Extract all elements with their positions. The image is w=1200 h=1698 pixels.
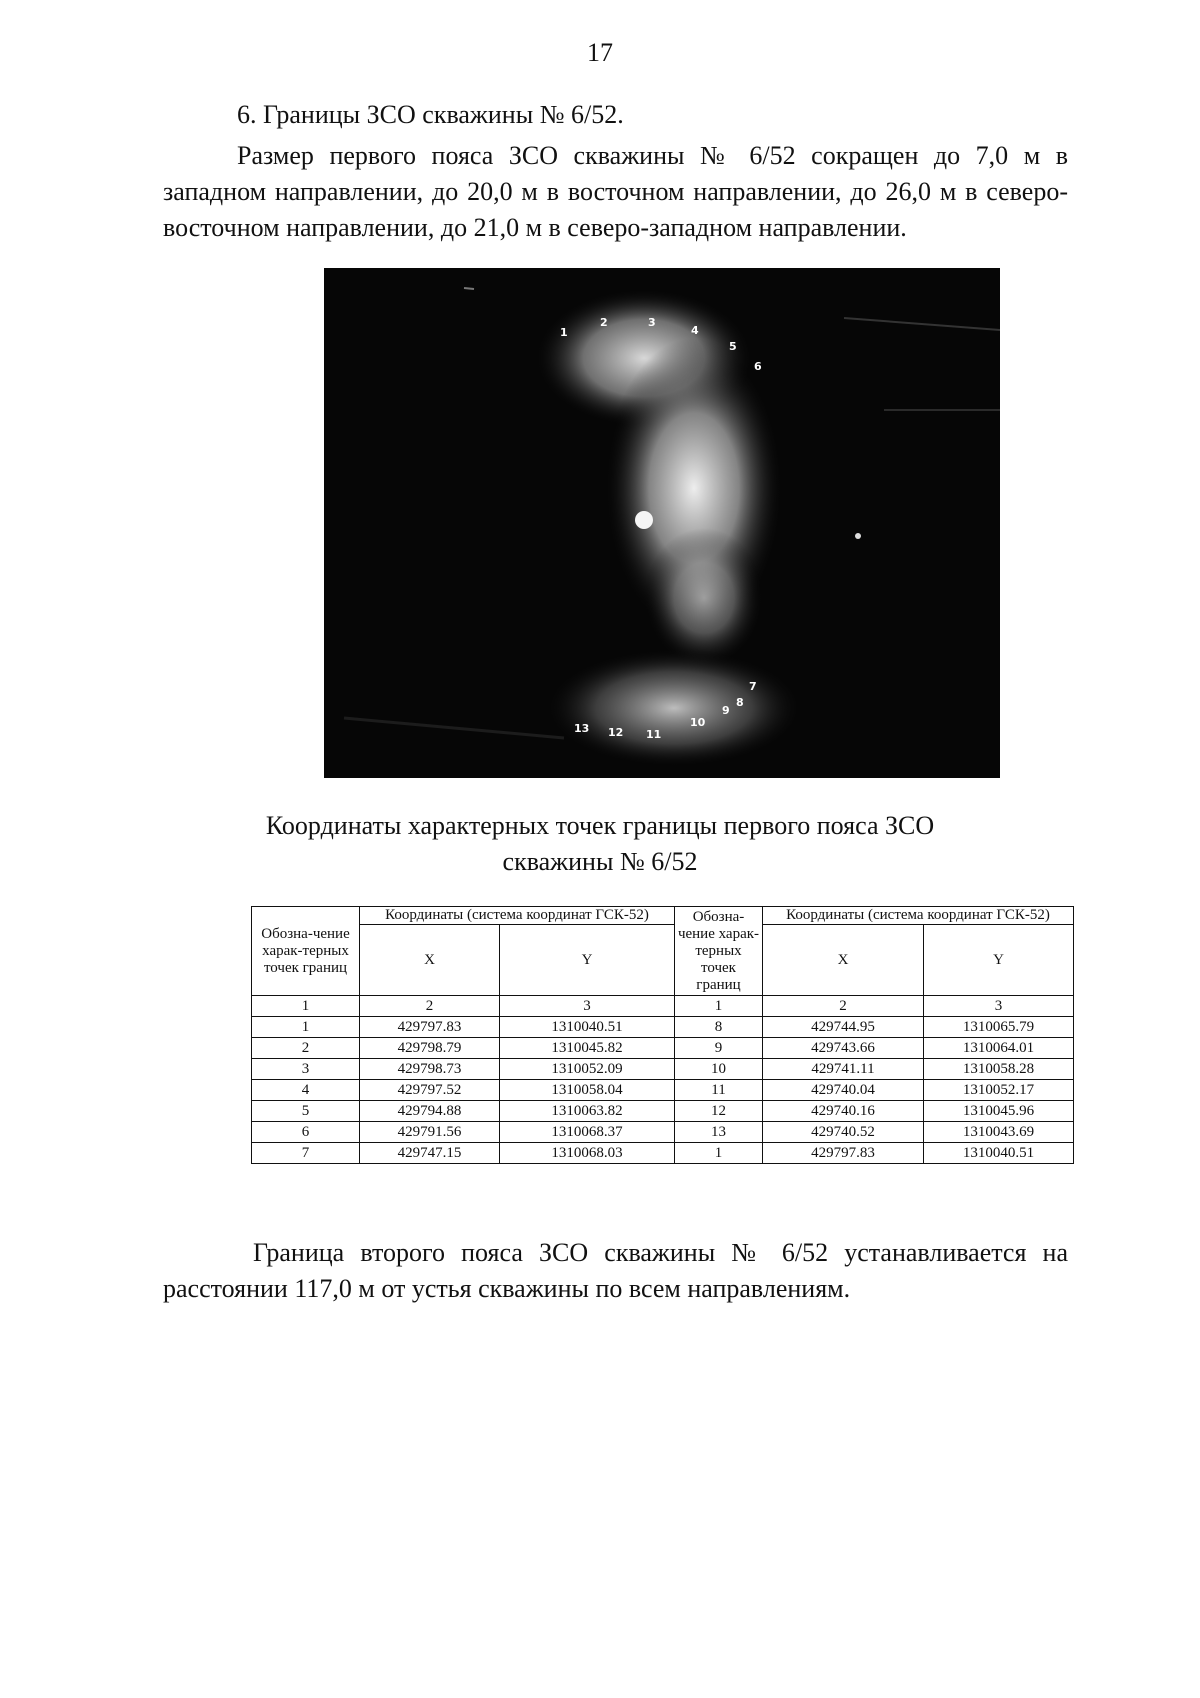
table-cell: 429798.73 — [360, 1059, 500, 1080]
table-cell: 1 — [252, 996, 360, 1017]
boundary-point-label: 4 — [691, 324, 699, 337]
table-cell: 1 — [675, 1143, 763, 1164]
header-y: Y — [500, 925, 675, 996]
header-point-designation: Обозна-чение харак-терных точек границ — [252, 907, 360, 996]
table-row — [252, 1038, 1074, 1059]
table-cell: 1310065.79 — [924, 1017, 1074, 1038]
boundary-point-label: 13 — [574, 722, 590, 735]
section-heading: 6. Границы ЗСО скважины № 6/52. — [237, 100, 624, 129]
table-cell: 1 — [675, 996, 763, 1017]
boundary-point-label: 11 — [646, 728, 662, 741]
table-cell: 4 — [252, 1080, 360, 1101]
table-cell: 2 — [360, 996, 500, 1017]
table-index-row — [252, 996, 1074, 1017]
table-row — [252, 1122, 1074, 1143]
table-cell: 1310064.01 — [924, 1038, 1074, 1059]
table-cell: 2 — [252, 1038, 360, 1059]
boundary-point-label: 3 — [648, 316, 656, 329]
boundary-point-label: 9 — [722, 704, 730, 717]
boundary-point-label: 6 — [754, 360, 762, 373]
table-cell: 6 — [252, 1122, 360, 1143]
table-cell: 1310052.17 — [924, 1080, 1074, 1101]
header-coordinates: Координаты (система координат ГСК-52) — [763, 907, 1074, 925]
paragraph-first-belt: Размер первого пояса ЗСО скважины № 6/52 сокращен до 7,0 м в западном направлении, до 20,0 м в восточном направлении, до 26,0 м в северо-восточном направлении, до 21,0 м в северо-западном направлении. — [163, 141, 1068, 242]
table-cell: 3 — [500, 996, 675, 1017]
boundary-point-label: 8 — [736, 696, 744, 709]
table-cell: 3 — [252, 1059, 360, 1080]
table-cell: 429740.16 — [763, 1101, 924, 1122]
table-header-xy-row — [252, 925, 1074, 996]
table-cell: 429791.56 — [360, 1122, 500, 1143]
table-row — [252, 1017, 1074, 1038]
table-cell: 13 — [675, 1122, 763, 1143]
header-x: X — [360, 925, 500, 996]
table-cell: 1310045.82 — [500, 1038, 675, 1059]
table-cell: 12 — [675, 1101, 763, 1122]
boundary-point-label: 2 — [600, 316, 608, 329]
table-cell: 429740.52 — [763, 1122, 924, 1143]
table-cell: 1310068.37 — [500, 1122, 675, 1143]
table-cell: 8 — [675, 1017, 763, 1038]
table-cell: 429740.04 — [763, 1080, 924, 1101]
boundary-point-label: 12 — [608, 726, 624, 739]
table-cell: 429794.88 — [360, 1101, 500, 1122]
table-cell: 2 — [763, 996, 924, 1017]
table-caption-line1: Координаты характерных точек границы первого пояса ЗСО — [265, 811, 935, 840]
table-row — [252, 1059, 1074, 1080]
table-row — [252, 1143, 1074, 1164]
coordinates-table — [251, 906, 1074, 1164]
table-cell: 1310040.51 — [500, 1017, 675, 1038]
table-cell: 429743.66 — [763, 1038, 924, 1059]
table-cell: 429744.95 — [763, 1017, 924, 1038]
header-y: Y — [924, 925, 1074, 996]
table-cell: 5 — [252, 1101, 360, 1122]
header-x: X — [763, 925, 924, 996]
table-cell: 9 — [675, 1038, 763, 1059]
boundary-point-label: 5 — [729, 340, 737, 353]
table-cell: 1310040.51 — [924, 1143, 1074, 1164]
header-point-designation: Обозна-чение харак-терных точек границ — [675, 907, 763, 996]
table-cell: 1310045.96 — [924, 1101, 1074, 1122]
table-caption-line2: скважины № 6/52 — [502, 847, 698, 876]
table-cell: 1310063.82 — [500, 1101, 675, 1122]
table-row — [252, 1101, 1074, 1122]
table-caption — [0, 808, 1200, 880]
table-cell: 429741.11 — [763, 1059, 924, 1080]
table-cell: 7 — [252, 1143, 360, 1164]
boundary-point-label: 1 — [560, 326, 568, 339]
table-cell: 3 — [924, 996, 1074, 1017]
table-cell: 429797.52 — [360, 1080, 500, 1101]
table-cell: 1310052.09 — [500, 1059, 675, 1080]
table-cell: 1 — [252, 1017, 360, 1038]
table-cell: 429798.79 — [360, 1038, 500, 1059]
page-number: 17 — [587, 38, 613, 67]
table-cell: 11 — [675, 1080, 763, 1101]
boundary-point-label: 10 — [690, 716, 706, 729]
header-coordinates: Координаты (система координат ГСК-52) — [360, 907, 675, 925]
table-cell: 1310058.28 — [924, 1059, 1074, 1080]
table-cell: 429797.83 — [360, 1017, 500, 1038]
table-cell: 10 — [675, 1059, 763, 1080]
table-row — [252, 1080, 1074, 1101]
table-cell: 1310043.69 — [924, 1122, 1074, 1143]
table-cell: 429797.83 — [763, 1143, 924, 1164]
table-cell: 1310058.04 — [500, 1080, 675, 1101]
boundary-point-label: 7 — [749, 680, 757, 693]
satellite-image-graphic — [324, 268, 1000, 778]
table-cell: 1310068.03 — [500, 1143, 675, 1164]
satellite-image — [324, 268, 1000, 778]
table-cell: 429747.15 — [360, 1143, 500, 1164]
paragraph-second-belt: Граница второго пояса ЗСО скважины № 6/52 устанавливается на расстоянии 117,0 м от устья скважины по всем направлениям. — [163, 1238, 1068, 1303]
table-header-row — [252, 907, 1074, 925]
